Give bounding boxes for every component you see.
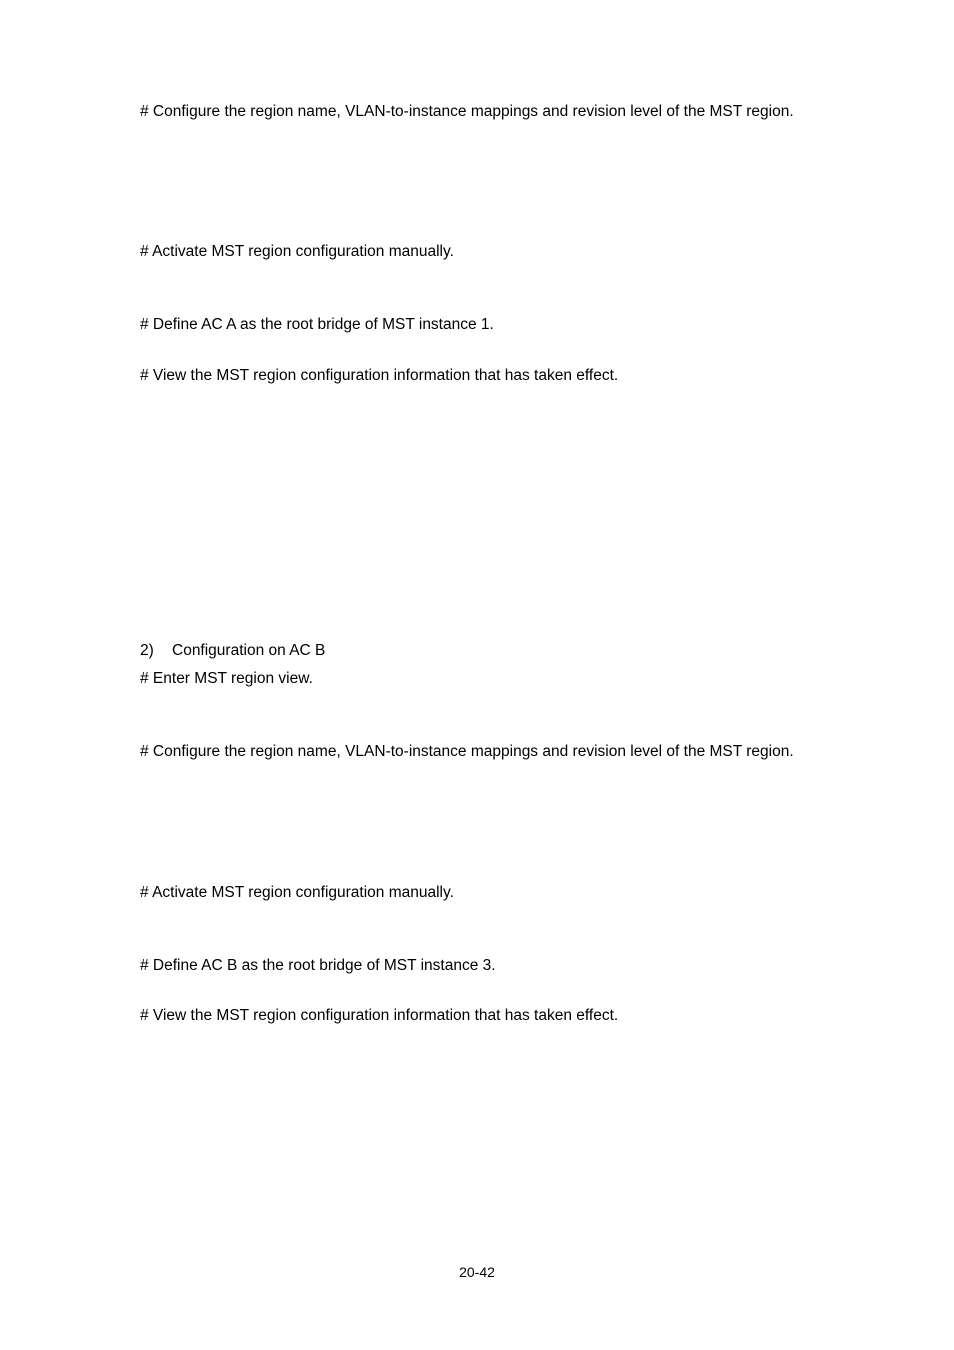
section-title: Configuration on AC B [172,642,326,659]
step-define-root-b: # Define AC B as the root bridge of MST instance 3. [140,957,496,974]
step-define-root-a: # Define AC A as the root bridge of MST instance 1. [140,316,494,333]
step-activate-a: # Activate MST region configuration manually. [140,243,454,260]
step-activate-b: # Activate MST region configuration manually. [140,884,454,901]
step-configure-region-b: # Configure the region name, VLAN-to-instance mappings and revision level of the MST region. [140,743,794,760]
section-number: 2) [140,642,154,659]
step-view-info-a: # View the MST region configuration information that has taken effect. [140,367,619,384]
page-number: 20-42 [459,1264,495,1280]
step-enter-view-b: # Enter MST region view. [140,670,313,687]
section-heading-ac-b [140,642,325,660]
step-view-info-b: # View the MST region configuration information that has taken effect. [140,1007,619,1024]
step-configure-region-a: # Configure the region name, VLAN-to-instance mappings and revision level of the MST region. [140,103,794,120]
